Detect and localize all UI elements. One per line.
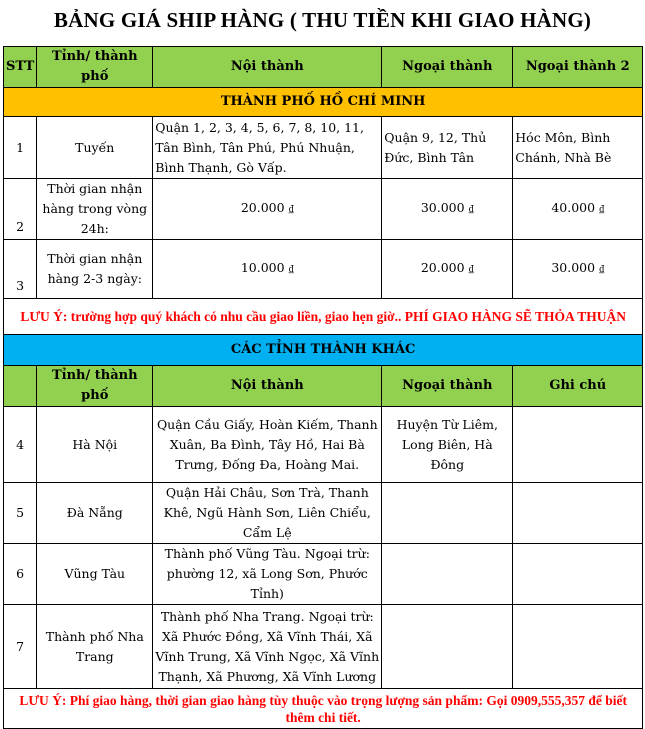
ngoai-thanh-cell: Huyện Từ Liêm, Long Biên, Hà Đông	[382, 407, 513, 483]
stt-cell: 7	[4, 605, 37, 689]
price-cell	[513, 240, 643, 299]
price-table	[3, 46, 643, 729]
note-text: LƯU Ý: trường hợp quý khách có nhu cầu giao liền, giao hẹn giờ.. PHÍ GIAO HÀNG SẼ THỎA THUẬN	[4, 299, 643, 335]
header-ghi-chu: Ghi chú	[513, 366, 643, 407]
city-cell: Thành phố Nha Trang	[37, 605, 153, 689]
ghi-chu-cell	[513, 483, 643, 544]
noi-thanh-cell: Quận Hải Châu, Sơn Trà, Thanh Khê, Ngũ Hành Sơn, Liên Chiểu, Cẩm Lệ	[153, 483, 382, 544]
header-ngoai-thanh: Ngoại thành	[382, 47, 513, 88]
ngoai-thanh-cell: Quận 9, 12, Thủ Đức, Bình Tân	[382, 117, 513, 179]
city-cell: Vũng Tàu	[37, 544, 153, 605]
ngoai-thanh-2-cell: Hóc Môn, Bình Chánh, Nhà Bè	[513, 117, 643, 179]
ngoai-thanh-cell	[382, 544, 513, 605]
ghi-chu-cell	[513, 605, 643, 689]
page-title: BẢNG GIÁ SHIP HÀNG ( THU TIỀN KHI GIAO HÀNG)	[53, 8, 592, 32]
price-cell	[382, 179, 513, 240]
ghi-chu-cell	[513, 544, 643, 605]
header-stt: STT	[4, 47, 37, 88]
stt-cell: 6	[4, 544, 37, 605]
price-value: 10.000	[240, 260, 285, 275]
price-cell	[382, 240, 513, 299]
price-value: 20.000	[420, 260, 465, 275]
note-text: LƯU Ý: Phí giao hàng, thời gian giao hàng tùy thuộc vào trọng lượng sản phẩm: Gọi 0909,555,357 để biết thêm chi tiết.	[4, 689, 643, 729]
header-city: Tỉnh/ thành phố	[37, 366, 153, 407]
section-hcm-row	[4, 88, 643, 117]
header-noi-thanh: Nội thành	[153, 47, 382, 88]
table-row	[4, 240, 643, 299]
header-noi-thanh: Nội thành	[153, 366, 382, 407]
noi-thanh-cell: Quận 1, 2, 3, 4, 5, 6, 7, 8, 10, 11, Tân Bình, Tân Phú, Phú Nhuận, Bình Thạnh, Gò Vấp.	[153, 117, 382, 179]
table-row	[4, 544, 643, 605]
noi-thanh-cell: Thành phố Nha Trang. Ngoại trừ: Xã Phước Đồng, Xã Vĩnh Thái, Xã Vĩnh Trung, Xã Vĩnh Ngọc, Xã Vĩnh Thạnh, Xã Phương, Xã Vĩnh Lương	[153, 605, 382, 689]
note-row	[4, 299, 643, 335]
price-value: 30.000	[551, 260, 596, 275]
city-cell: Đà Nẵng	[37, 483, 153, 544]
currency-symbol: ₫	[288, 264, 294, 275]
route-label-cell: Tuyến	[37, 117, 153, 179]
table-row	[4, 483, 643, 544]
section-other-row	[4, 335, 643, 366]
stt-cell: 3	[4, 240, 37, 299]
noi-thanh-cell: Thành phố Vũng Tàu. Ngoại trừ: phường 12, xã Long Sơn, Phước Tỉnh)	[153, 544, 382, 605]
table-row	[4, 407, 643, 483]
stt-cell: 2	[4, 179, 37, 240]
currency-symbol: ₫	[599, 264, 605, 275]
price-cell	[513, 179, 643, 240]
price-cell	[153, 179, 382, 240]
ngoai-thanh-cell	[382, 605, 513, 689]
currency-symbol: ₫	[468, 264, 474, 275]
currency-symbol: ₫	[599, 204, 605, 215]
price-value: 30.000	[420, 200, 465, 215]
ngoai-thanh-cell	[382, 483, 513, 544]
stt-cell: 4	[4, 407, 37, 483]
header-ngoai-thanh: Ngoại thành	[382, 366, 513, 407]
delivery-time-label: Thời gian nhận hàng 2-3 ngày:	[37, 240, 153, 299]
section-other-title: CÁC TỈNH THÀNH KHÁC	[4, 335, 643, 366]
table-row	[4, 179, 643, 240]
note-row	[4, 689, 643, 729]
section-hcm-title: THÀNH PHỐ HỒ CHÍ MINH	[4, 88, 643, 117]
stt-cell: 5	[4, 483, 37, 544]
header-ngoai-thanh-2: Ngoại thành 2	[513, 47, 643, 88]
city-cell: Hà Nội	[37, 407, 153, 483]
table-header-row	[4, 366, 643, 407]
price-value: 40.000	[551, 200, 596, 215]
stt-cell: 1	[4, 117, 37, 179]
ghi-chu-cell	[513, 407, 643, 483]
currency-symbol: ₫	[468, 204, 474, 215]
table-header-row	[4, 47, 643, 88]
header-stt	[4, 366, 37, 407]
price-cell	[153, 240, 382, 299]
price-value: 20.000	[240, 200, 285, 215]
currency-symbol: ₫	[288, 204, 294, 215]
delivery-time-label: Thời gian nhận hàng trong vòng 24h:	[37, 179, 153, 240]
table-row	[4, 605, 643, 689]
table-row	[4, 117, 643, 179]
header-city: Tỉnh/ thành phố	[37, 47, 153, 88]
noi-thanh-cell: Quận Cầu Giấy, Hoàn Kiếm, Thanh Xuân, Ba Đình, Tây Hồ, Hai Bà Trưng, Đống Đa, Hoàng Mai.	[153, 407, 382, 483]
